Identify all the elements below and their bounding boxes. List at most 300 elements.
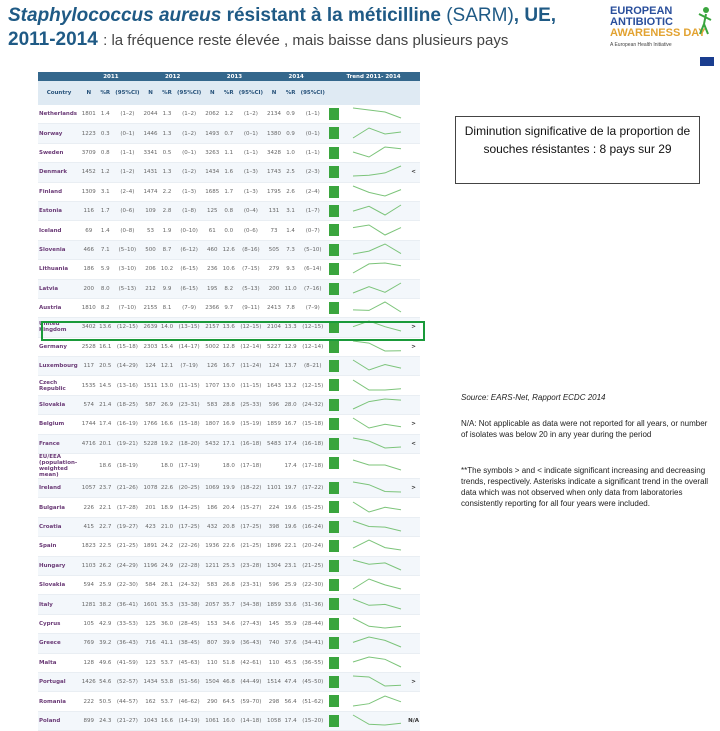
value-cell: 1452 [80,163,97,182]
value-cell: 124 [142,357,159,376]
value-cell: (8–16) [237,240,266,259]
value-cell: (16–19) [113,415,142,434]
source-note: Source: EARS-Net, Rapport ECDC 2014 [461,393,606,402]
value-cell: 0.3 [97,124,113,143]
value-cell: 16.0 [221,711,237,730]
country-cell: Romania [38,692,80,711]
trend-line [353,560,401,570]
value-cell: 3.1 [283,201,299,220]
percent-bar [329,108,339,120]
percent-bar [329,263,339,275]
value-cell: 186 [80,260,97,279]
percent-bar [329,399,339,411]
table-row [38,376,420,395]
col-ci: (95%CI) [113,81,142,105]
trend-cell [347,105,407,124]
value-cell: (44–49) [237,672,266,691]
value-cell: 1707 [204,376,221,395]
country-cell: Estonia [38,201,80,220]
value-cell: (1–7) [298,201,327,220]
value-cell: 1309 [80,182,97,201]
value-cell: (22–28) [175,556,204,575]
value-cell [142,454,159,479]
value-cell: 0.7 [221,124,237,143]
value-cell: (1–3) [237,182,266,201]
value-cell: 3.1 [97,182,113,201]
value-cell: (23–31) [237,575,266,594]
table-row [38,221,420,240]
table-row [38,575,420,594]
country-cell: Poland [38,711,80,730]
value-cell: 16.7 [283,415,299,434]
value-cell: (15–25) [298,498,327,517]
value-cell: 19.6 [283,517,299,536]
col-ci: (95%CI) [237,81,266,105]
country-cell: Belgium [38,415,80,434]
col-r: %R [283,81,299,105]
country-header: Country [38,81,80,105]
value-cell: (1–1) [237,143,266,162]
value-cell: (2–4) [298,182,327,201]
trend-line [353,637,401,647]
slide-title [8,4,608,53]
value-cell: 22.1 [283,537,299,556]
trend-sparkline [349,693,405,709]
value-cell: (18–20) [175,434,204,453]
trend-sparkline [349,654,405,670]
value-cell: 41.1 [159,634,175,653]
percent-bar-cell [327,357,347,376]
value-cell: (15–18) [298,415,327,434]
value-cell: 1446 [142,124,159,143]
value-cell: 8.1 [159,298,175,317]
value-cell: (31–36) [298,595,327,614]
value-cell: 12.1 [159,357,175,376]
value-cell: (13–16) [113,376,142,395]
table-row [38,357,420,376]
value-cell: 1103 [80,556,97,575]
value-cell: 222 [80,692,97,711]
value-cell: 5227 [265,337,282,356]
value-cell: 2639 [142,318,159,337]
country-cell: Greece [38,634,80,653]
value-cell: 1807 [204,415,221,434]
value-cell: (1–2) [175,124,204,143]
value-cell: 423 [142,517,159,536]
value-cell: (16–24) [298,517,327,536]
value-cell: 7.1 [97,240,113,259]
value-cell: 1.7 [221,182,237,201]
percent-bar [329,618,339,630]
value-cell: 1.3 [159,163,175,182]
trend-symbol: > [407,415,420,434]
percent-bar [329,657,339,669]
value-cell: 1810 [80,298,97,317]
logo-line2: ANTIBIOTIC [610,16,673,28]
value-cell: (14–19) [175,711,204,730]
value-cell: 200 [80,279,97,298]
percent-bar-cell [327,260,347,279]
percent-bar-cell [327,595,347,614]
trend-cell [347,163,407,182]
trend-cell [347,260,407,279]
country-cell: France [38,434,80,453]
value-cell: 17.4 [283,711,299,730]
percent-bar-cell [327,201,347,220]
value-cell: 2413 [265,298,282,317]
value-cell: (42–61) [237,653,266,672]
table-row [38,517,420,536]
value-cell: 2157 [204,318,221,337]
value-cell: 17.4 [283,454,299,479]
value-cell: (22–26) [175,537,204,556]
value-cell: (2–3) [298,163,327,182]
trend-line [353,263,401,273]
value-cell: (14–25) [175,498,204,517]
value-cell: 21.4 [97,395,113,414]
percent-bar-cell [327,298,347,317]
value-cell: 13.7 [283,357,299,376]
value-cell: (20–24) [298,537,327,556]
value-cell: 162 [142,692,159,711]
value-cell: 11.0 [283,279,299,298]
percent-bar-cell [327,124,347,143]
value-cell: 35.7 [221,595,237,614]
country-cell: Malta [38,653,80,672]
trend-sparkline [349,377,405,393]
value-cell: 2303 [142,337,159,356]
table-row [38,124,420,143]
table-row [38,692,420,711]
country-cell: Lithuania [38,260,80,279]
value-cell: 5002 [204,337,221,356]
value-cell: (14–29) [113,357,142,376]
value-cell: 39.2 [97,634,113,653]
value-cell: (28–45) [175,614,204,633]
table-row [38,298,420,317]
country-cell: Ireland [38,479,80,498]
value-cell: (0–1) [298,124,327,143]
percent-bar [329,283,339,295]
percent-bar [329,540,339,552]
value-cell: 17.4 [283,434,299,453]
value-cell: 8.7 [159,240,175,259]
trend-sparkline [349,457,405,473]
eaad-logo [610,6,716,68]
trend-line [353,360,401,370]
trend-line [353,205,401,215]
france-highlight-box [41,321,425,341]
trend-symbol [407,124,420,143]
value-cell: 22.6 [159,479,175,498]
trend-symbol [407,357,420,376]
value-cell: 1211 [204,556,221,575]
trend-symbol [407,537,420,556]
country-cell: Luxembourg [38,357,80,376]
value-cell: 25.9 [283,575,299,594]
title-years: 2011-2014 [8,29,98,50]
value-cell: 1281 [80,595,97,614]
trend-symbol [407,105,420,124]
value-cell: 583 [204,395,221,414]
trend-cell [347,143,407,162]
value-cell: 1061 [204,711,221,730]
value-cell: 10.2 [159,260,175,279]
value-cell: 3428 [265,143,282,162]
year-header: 2014 [265,72,327,81]
value-cell: (15–27) [237,498,266,517]
value-cell: 587 [142,395,159,414]
country-cell: Italy [38,595,80,614]
title-subtitle: : la fréquence reste élevée , mais baisse dans plusieurs pays [103,32,509,49]
value-cell: 1859 [265,595,282,614]
value-cell: 583 [204,575,221,594]
trend-cell [347,672,407,691]
value-cell: (22–30) [298,575,327,594]
value-cell: 13.0 [159,376,175,395]
value-cell: 1493 [204,124,221,143]
value-cell: (51–56) [175,672,204,691]
percent-bar [329,457,339,469]
callout-box: Diminution significative de la proportion de souches résistantes : 8 pays sur 29 [455,116,700,184]
value-cell: (12–15) [113,318,142,337]
country-cell: EU/EEA (population-weighted mean) [38,454,80,479]
value-cell: 125 [204,201,221,220]
value-cell: 224 [265,498,282,517]
value-cell: 1101 [265,479,282,498]
value-cell: 236 [204,260,221,279]
value-cell: 12.9 [283,337,299,356]
trend-cell [347,614,407,633]
trend-cell [347,595,407,614]
value-cell: 53 [142,221,159,240]
trend-sparkline [349,557,405,573]
value-cell: (24–32) [175,575,204,594]
table-row [38,556,420,575]
value-cell: 1823 [80,537,97,556]
value-cell: 8.0 [97,279,113,298]
value-cell: 25.3 [221,556,237,575]
percent-bar [329,695,339,707]
col-n: N [265,81,282,105]
value-cell: (0–4) [237,201,266,220]
value-cell: (21–26) [113,479,142,498]
trend-sparkline [349,241,405,257]
value-cell: (38–45) [175,634,204,653]
value-cell: 1380 [265,124,282,143]
value-cell: 34.6 [221,614,237,633]
trend-cell [347,517,407,536]
percent-bar-cell [327,376,347,395]
trend-sparkline [349,537,405,553]
value-cell: (0–10) [175,221,204,240]
value-cell: (5–10) [113,240,142,259]
trend-line [353,676,401,686]
value-cell: 18.0 [221,454,237,479]
value-cell: 2528 [80,337,97,356]
value-cell: (15–18) [113,337,142,356]
country-cell: Norway [38,124,80,143]
trend-symbol [407,279,420,298]
value-cell: 596 [265,575,282,594]
value-cell: 109 [142,201,159,220]
trend-symbol: > [407,337,420,356]
value-cell: (1–3) [175,182,204,201]
percent-bar-cell [327,279,347,298]
value-cell: 35.9 [283,614,299,633]
trend-symbol [407,240,420,259]
value-cell: 38.2 [97,595,113,614]
value-cell: 13.6 [97,318,113,337]
value-cell: 1058 [265,711,282,730]
value-cell: 0.8 [221,201,237,220]
value-cell: 20.4 [221,498,237,517]
value-cell: (5–13) [113,279,142,298]
table-row [38,537,420,556]
value-cell: (19–27) [113,517,142,536]
trend-sparkline [349,479,405,495]
table-row [38,454,420,479]
percent-bar-cell [327,537,347,556]
trend-line [353,399,401,409]
value-cell: 123 [142,653,159,672]
trend-sparkline [349,105,405,121]
value-cell: (11–15) [175,376,204,395]
trend-symbol [407,201,420,220]
value-cell: 1685 [204,182,221,201]
table-row [38,279,420,298]
bar-header [327,81,347,105]
value-cell: 7.3 [283,240,299,259]
value-cell: 28.0 [283,395,299,414]
trend-line [353,482,401,492]
trend-cell [347,201,407,220]
title-region: , UE, [513,5,557,26]
value-cell: 5483 [265,434,282,453]
value-cell: (11–24) [237,357,266,376]
value-cell: 51.8 [221,653,237,672]
country-cell: Denmark [38,163,80,182]
value-cell: (1–1) [113,143,142,162]
percent-bar-cell [327,415,347,434]
trend-sparkline [349,415,405,431]
value-cell: 2366 [204,298,221,317]
trend-sparkline [349,712,405,728]
value-cell: 2.8 [159,201,175,220]
value-cell: 16.6 [159,415,175,434]
trend-symbol: > [407,318,420,337]
value-cell: (12–14) [298,337,327,356]
table-row [38,201,420,220]
value-cell: 716 [142,634,159,653]
value-cell: 596 [265,395,282,414]
value-cell: 1434 [204,163,221,182]
percent-bar [329,341,339,353]
country-cell: Finland [38,182,80,201]
value-cell: (1–2) [175,163,204,182]
trend-cell [347,634,407,653]
trend-symbol [407,575,420,594]
trend-symbol [407,634,420,653]
percent-bar-cell [327,672,347,691]
value-cell: 2057 [204,595,221,614]
value-cell: 2155 [142,298,159,317]
value-cell: (24–32) [298,395,327,414]
percent-bar [329,482,339,494]
trend-cell [347,711,407,730]
trend-line [353,166,401,176]
percent-bar-cell [327,692,347,711]
country-cell: Hungary [38,556,80,575]
trend-symbol: > [407,672,420,691]
value-cell: (21–27) [113,711,142,730]
value-cell: 2.6 [283,182,299,201]
value-cell: 1426 [80,672,97,691]
value-cell: 64.5 [221,692,237,711]
value-cell: 69 [80,221,97,240]
trend-line [353,540,401,550]
value-cell: 13.6 [221,318,237,337]
value-cell: (15–20) [298,711,327,730]
value-cell: 212 [142,279,159,298]
trend-cell [347,537,407,556]
value-cell: 290 [204,692,221,711]
value-cell: 226 [80,498,97,517]
value-cell: (1–2) [175,105,204,124]
value-cell: 1057 [80,479,97,498]
trend-symbol [407,260,420,279]
value-cell: 53.7 [159,692,175,711]
value-cell: 1535 [80,376,97,395]
value-cell: (20–25) [175,479,204,498]
percent-bar [329,127,339,139]
percent-bar-cell [327,575,347,594]
value-cell: 584 [142,575,159,594]
trend-cell [347,182,407,201]
trend-line [353,657,401,667]
value-cell: 50.5 [97,692,113,711]
table-row [38,395,420,414]
value-cell: (34–41) [298,634,327,653]
trend-cell [347,692,407,711]
table-row [38,479,420,498]
value-cell: 12.6 [221,240,237,259]
value-cell: 19.9 [221,479,237,498]
trend-symbol [407,614,420,633]
value-cell: 22.5 [97,537,113,556]
percent-bar [329,379,339,391]
col-ci: (95%CI) [175,81,204,105]
percent-bar-cell [327,240,347,259]
trend-cell [347,240,407,259]
value-cell: 73 [265,221,282,240]
country-cell: Iceland [38,221,80,240]
value-cell: 153 [204,614,221,633]
value-cell: 18.6 [97,454,113,479]
value-cell: (18–25) [113,395,142,414]
value-cell: 125 [142,614,159,633]
value-cell: 3263 [204,143,221,162]
symbol-note: **The symbols > and < indicate significant increasing and decreasing trends, respectively. Asterisks indicate a significant trend in the overall data which was not observed when only data from laboratories consistently reporting for all four years were included. [461,466,709,508]
trend-line [353,521,401,531]
percent-bar [329,438,339,450]
trend-cell [347,454,407,479]
value-cell: (17–25) [175,517,204,536]
trend-symbol [407,653,420,672]
country-cell: Slovenia [38,240,80,259]
percent-bar-cell [327,479,347,498]
trend-symbol [407,498,420,517]
